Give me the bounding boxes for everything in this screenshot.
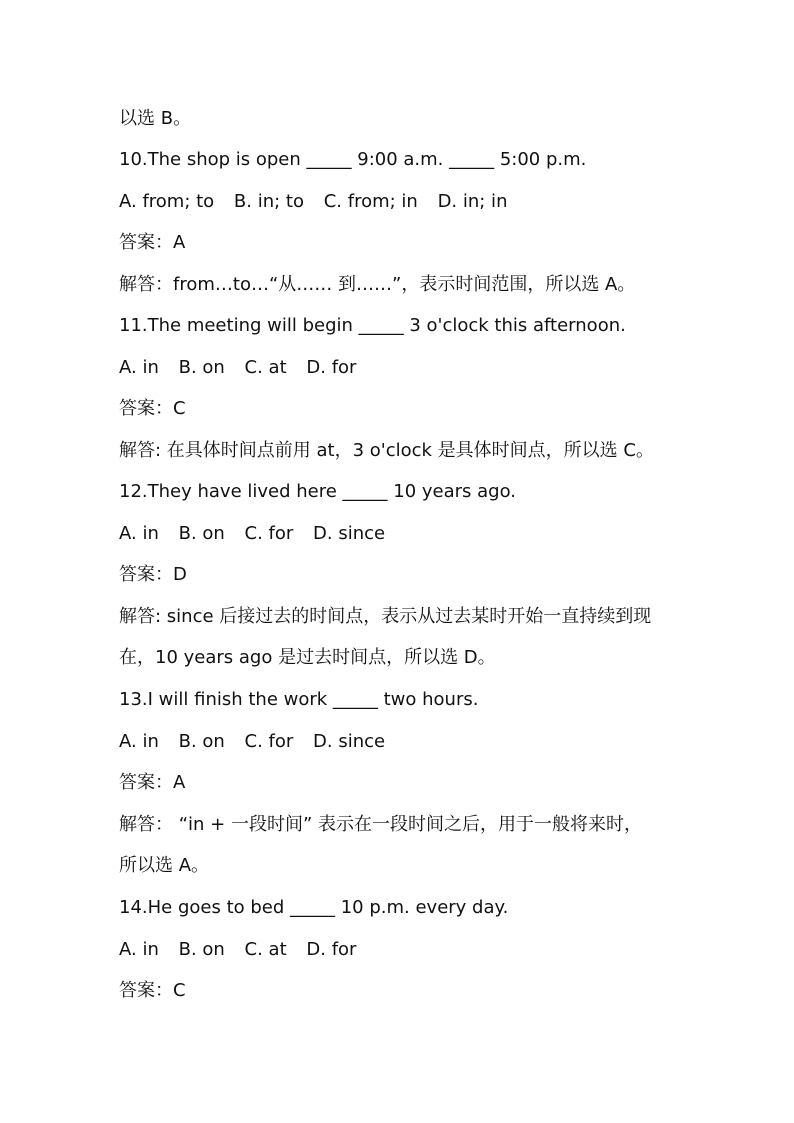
explanation-13-line-2: 所以选 A。 [119, 855, 210, 876]
answer-10: 答案：A [119, 232, 186, 253]
explanation-13-line-1: 解答： “in + 一段时间” 表示在一段时间之后，用于一般将来时， [119, 814, 643, 835]
question-14: 14.He goes to bed _____ 10 p.m. every day. [119, 897, 509, 918]
options-10 [119, 189, 714, 215]
explanation-12-line-1: 解答: since 后接过去的时间点，表示从过去某时开始一直持续到现 [119, 606, 652, 627]
option-c: C. at [244, 939, 287, 960]
option-a: A. in [119, 939, 159, 960]
option-d: D. since [313, 731, 386, 752]
answer-12: 答案：D [119, 564, 187, 585]
option-b: B. on [178, 523, 225, 544]
options-13 [119, 729, 714, 755]
options-11 [119, 355, 714, 381]
explanation-10: 解答：from…to…“从…… 到……”，表示时间范围，所以选 A。 [119, 274, 636, 295]
option-d: D. in; in [437, 191, 508, 212]
option-a: A. in [119, 731, 159, 752]
explanation-11: 解答: 在具体时间点前用 at，3 o'clock 是具体时间点，所以选 C。 [119, 440, 654, 461]
option-c: C. for [244, 523, 294, 544]
option-c: C. for [244, 731, 294, 752]
explanation-12-line-2: 在，10 years ago 是过去时间点，所以选 D。 [119, 647, 496, 668]
option-d: D. since [313, 523, 386, 544]
option-c: C. at [244, 357, 287, 378]
option-b: B. on [178, 939, 225, 960]
option-a: A. in [119, 357, 159, 378]
option-d: D. for [306, 357, 357, 378]
question-10: 10.The shop is open _____ 9:00 a.m. _____ 5:00 p.m. [119, 149, 587, 170]
option-b: B. in; to [233, 191, 304, 212]
option-c: C. from; in [323, 191, 418, 212]
question-13: 13.I will finish the work _____ two hours. [119, 689, 479, 710]
answer-continuation: 以选 B。 [119, 108, 192, 129]
option-b: B. on [178, 731, 225, 752]
options-12 [119, 521, 714, 547]
question-12: 12.They have lived here _____ 10 years ago. [119, 481, 517, 502]
option-b: B. on [178, 357, 225, 378]
options-14 [119, 937, 714, 963]
question-11: 11.The meeting will begin _____ 3 o'clock this afternoon. [119, 315, 626, 336]
option-a: A. in [119, 523, 159, 544]
answer-11: 答案：C [119, 398, 186, 419]
option-a: A. from; to [119, 191, 215, 212]
option-d: D. for [306, 939, 357, 960]
answer-13: 答案：A [119, 772, 186, 793]
answer-14: 答案：C [119, 980, 186, 1001]
